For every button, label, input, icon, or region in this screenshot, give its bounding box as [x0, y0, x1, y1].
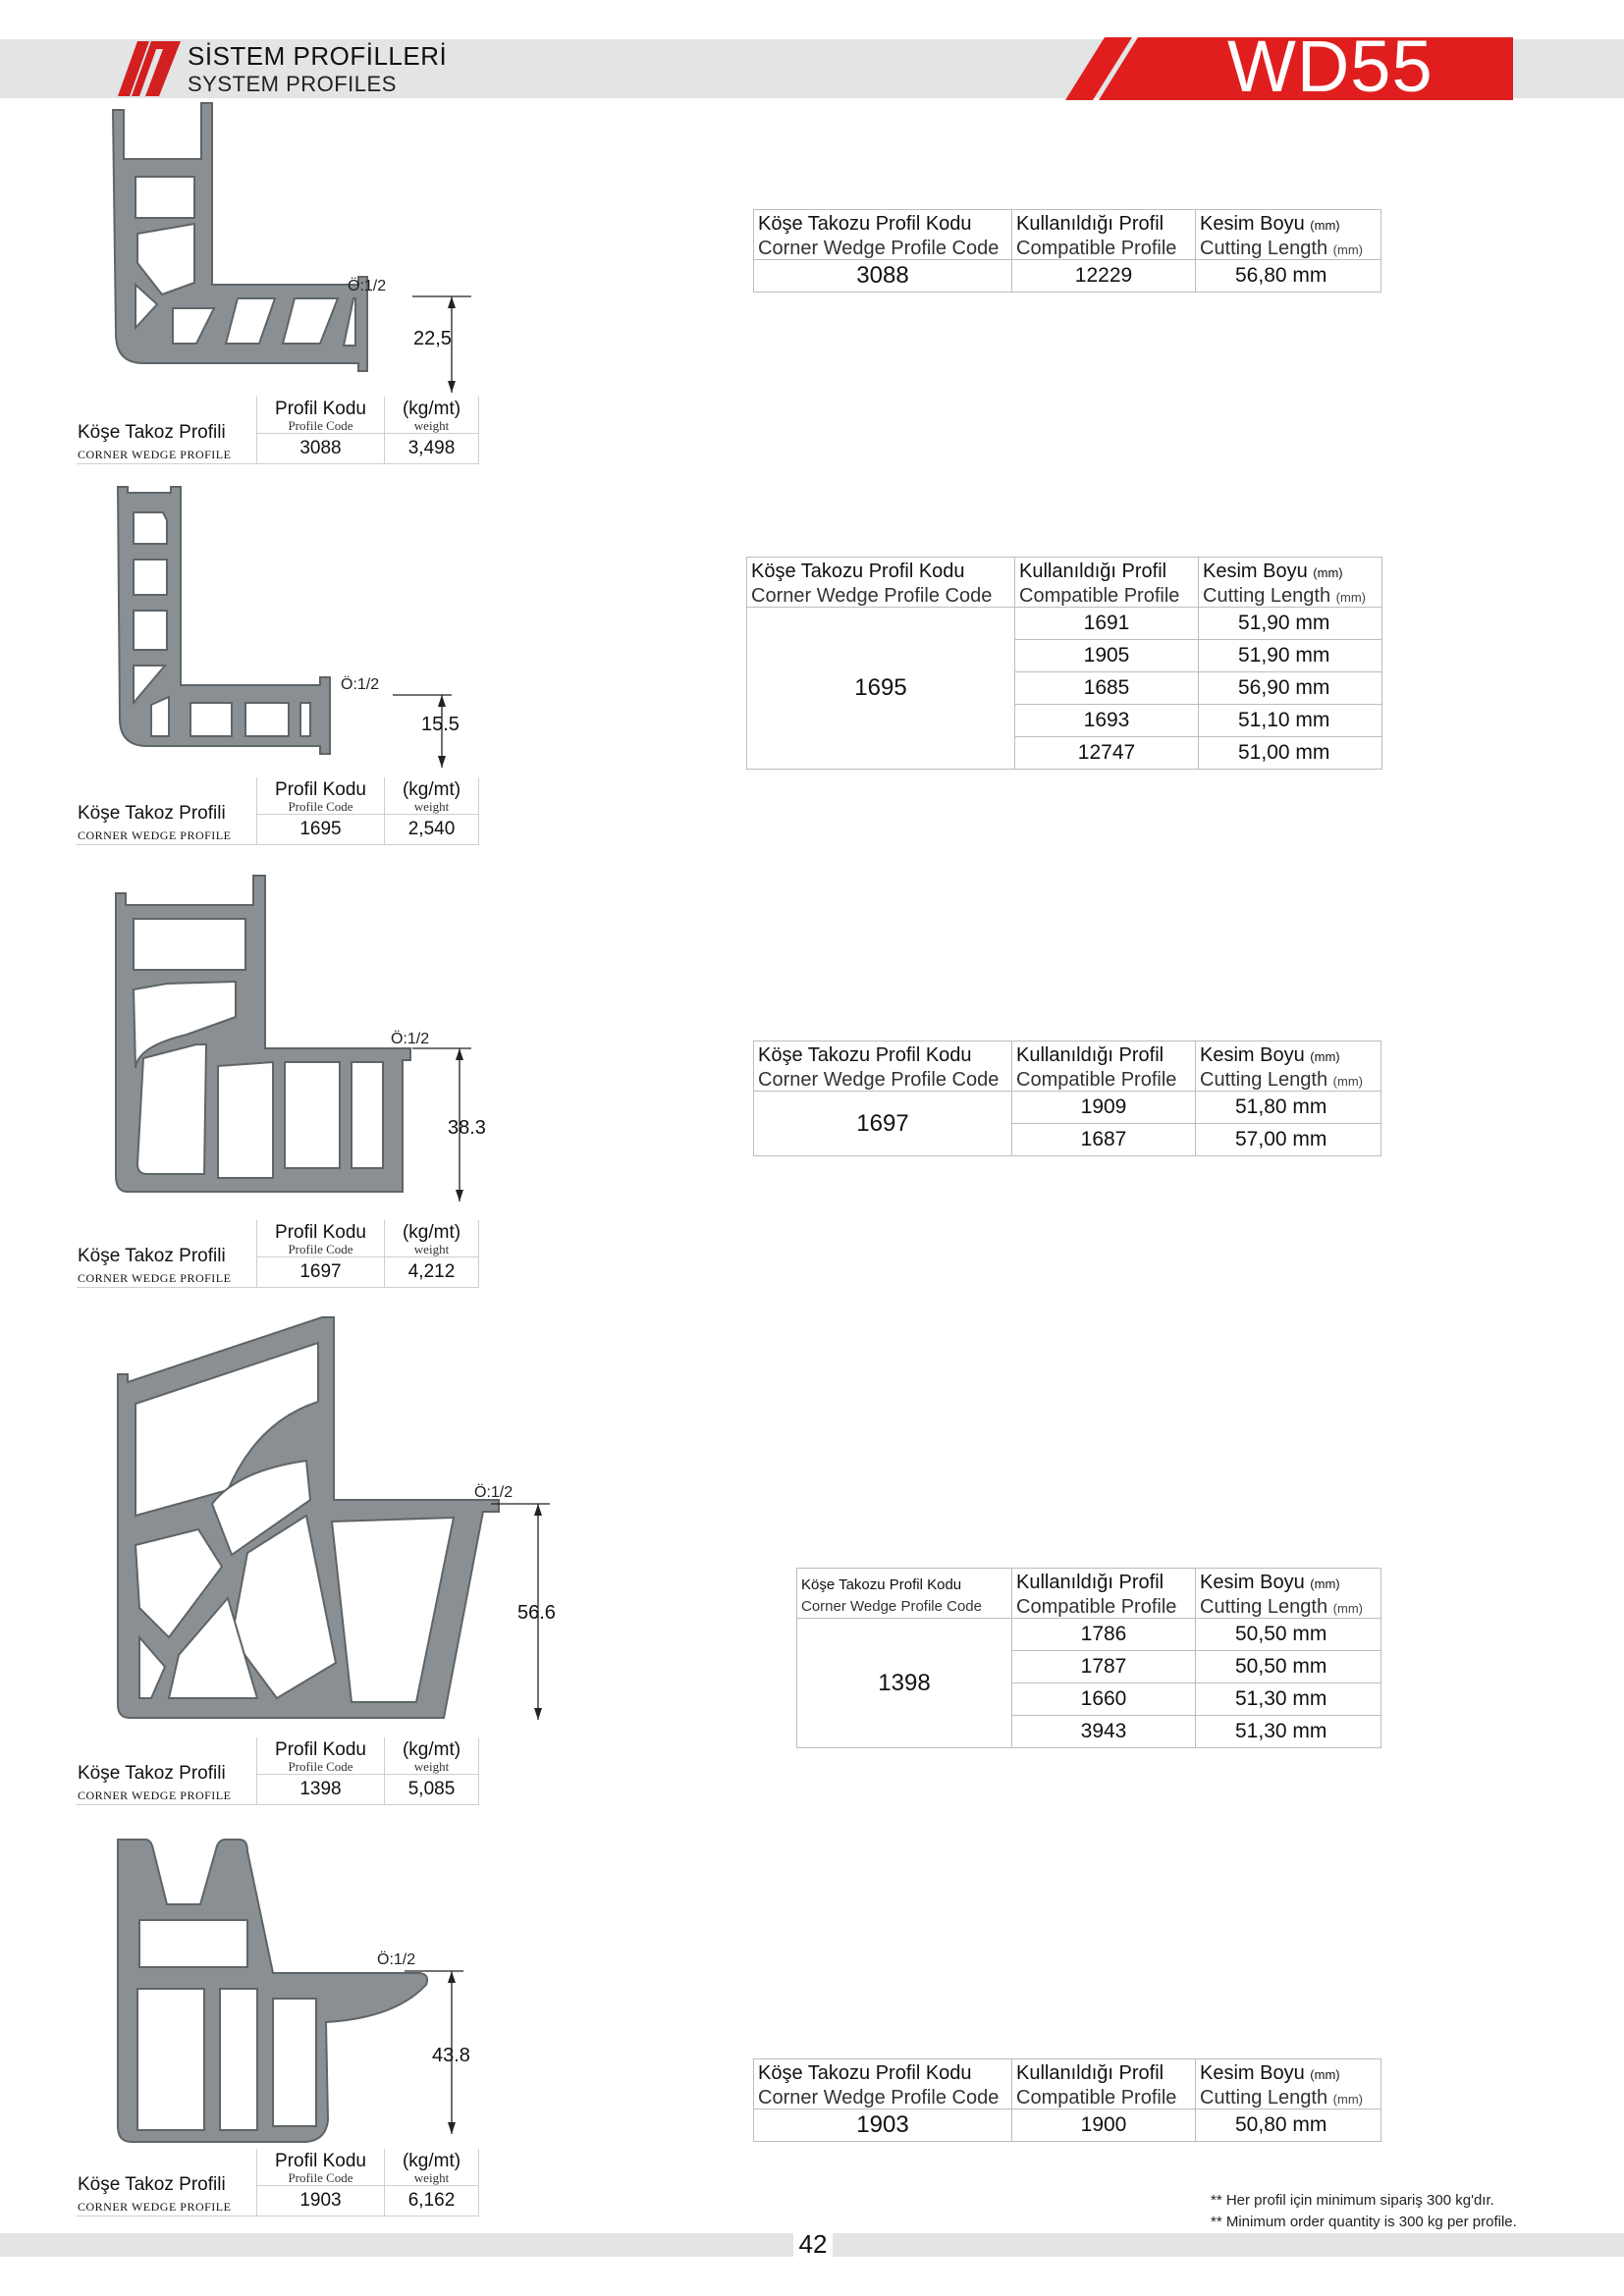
cut-length: 51,80 mm	[1196, 1092, 1381, 1124]
th-unit: (mm)	[1310, 218, 1340, 233]
th-compat-en: Compatible Profile	[1016, 1069, 1177, 1091]
wedge-code: 1903	[754, 2109, 1012, 2142]
th-unit: (mm)	[1310, 1049, 1340, 1064]
profile-1398-drawing	[110, 1313, 513, 1726]
compat-table-1903	[753, 2058, 1381, 2142]
profile-code: 1903	[257, 2186, 385, 2216]
code-header: Profil Kodu	[275, 1222, 366, 1243]
th-code-tr: Köşe Takozu Profil Kodu	[758, 213, 972, 235]
code-header-en: Profile Code	[288, 1242, 353, 1256]
profile-1695-drawing	[108, 479, 403, 764]
code-header-en: Profile Code	[288, 2170, 353, 2185]
spec-label-tr: Köşe Takoz Profili	[78, 1246, 226, 1266]
cut-length: 51,90 mm	[1199, 640, 1382, 672]
th-unit-en: (mm)	[1332, 1074, 1363, 1089]
th-unit-en: (mm)	[1332, 1601, 1363, 1616]
th-cut-tr: Kesim Boyu	[1203, 561, 1308, 582]
cut-length: 50,80 mm	[1196, 2109, 1381, 2142]
spec-label-en: CORNER WEDGE PROFILE	[78, 1271, 232, 1285]
header-title-en: SYSTEM PROFILES	[188, 72, 397, 96]
cut-length: 57,00 mm	[1196, 1124, 1381, 1156]
compat-profile: 1693	[1015, 705, 1199, 737]
spec-label-en: CORNER WEDGE PROFILE	[78, 448, 232, 461]
code-header-en: Profile Code	[288, 799, 353, 814]
th-cut-tr: Kesim Boyu	[1200, 1044, 1305, 1066]
code-header: Profil Kodu	[275, 2151, 366, 2171]
weight-header-en: weight	[413, 799, 450, 814]
th-unit-en: (mm)	[1332, 2092, 1363, 2107]
footer-note-tr: ** Her profil için minimum sipariş 300 kg'dır.	[1211, 2192, 1494, 2209]
compat-table-1398	[796, 1568, 1381, 1748]
profile-code: 1697	[257, 1257, 385, 1288]
th-cut-en: Cutting Length	[1200, 1069, 1328, 1091]
code-header: Profil Kodu	[275, 399, 366, 419]
profile-weight: 6,162	[385, 2186, 479, 2216]
spec-label-en: CORNER WEDGE PROFILE	[78, 828, 232, 842]
spec-table-1697	[77, 1220, 479, 1288]
cut-length: 56,80 mm	[1196, 260, 1381, 293]
weight-header: (kg/mt)	[402, 1739, 461, 1760]
spec-table-3088	[77, 397, 479, 464]
weight-header: (kg/mt)	[402, 399, 461, 419]
compat-profile: 1786	[1012, 1619, 1196, 1651]
compat-profile: 1905	[1015, 640, 1199, 672]
cut-length: 51,10 mm	[1199, 705, 1382, 737]
scale-label: Ö:1/2	[377, 1951, 416, 1968]
spec-label-tr: Köşe Takoz Profili	[78, 1763, 226, 1784]
profile-weight: 4,212	[385, 1257, 479, 1288]
cut-length: 51,30 mm	[1196, 1683, 1381, 1716]
th-compat-en: Compatible Profile	[1016, 238, 1177, 259]
spec-table-1903	[77, 2149, 479, 2216]
cut-length: 50,50 mm	[1196, 1619, 1381, 1651]
th-cut-tr: Kesim Boyu	[1200, 1572, 1305, 1593]
spec-label-tr: Köşe Takoz Profili	[78, 803, 226, 824]
th-compat-tr: Kullanıldığı Profil	[1016, 213, 1164, 235]
wedge-code: 1398	[797, 1619, 1012, 1748]
code-header-en: Profile Code	[288, 418, 353, 433]
compat-profile: 1691	[1015, 608, 1199, 640]
compat-profile: 1660	[1012, 1683, 1196, 1716]
th-compat-tr: Kullanıldığı Profil	[1016, 1044, 1164, 1066]
cut-length: 51,90 mm	[1199, 608, 1382, 640]
profile-code: 1398	[257, 1775, 385, 1805]
scale-label: Ö:1/2	[474, 1484, 514, 1501]
profile-weight: 2,540	[385, 815, 479, 845]
compat-profile: 1900	[1012, 2109, 1196, 2142]
compat-table-3088	[753, 209, 1381, 293]
weight-header: (kg/mt)	[402, 1222, 461, 1243]
cut-length: 50,50 mm	[1196, 1651, 1381, 1683]
th-cut-en: Cutting Length	[1200, 1596, 1328, 1618]
th-code-en: Corner Wedge Profile Code	[758, 238, 1000, 259]
compat-profile: 12229	[1012, 260, 1196, 293]
th-code-en: Corner Wedge Profile Code	[758, 2087, 1000, 2109]
profile-weight: 3,498	[385, 434, 479, 464]
th-cut-en: Cutting Length	[1200, 2087, 1328, 2109]
th-compat-en: Compatible Profile	[1016, 1596, 1177, 1618]
apa-logo-icon	[110, 35, 185, 98]
th-code-en: Corner Wedge Profile Code	[801, 1598, 982, 1615]
compat-profile: 1787	[1012, 1651, 1196, 1683]
compat-profile: 12747	[1015, 737, 1199, 770]
th-code-tr: Köşe Takozu Profil Kodu	[801, 1576, 962, 1593]
series-title: WD55	[1227, 26, 1434, 107]
dimension-label: 22,5	[413, 328, 452, 349]
scale-label: Ö:1/2	[391, 1031, 430, 1047]
scale-label: Ö:1/2	[341, 676, 380, 693]
dimension-label: 43.8	[432, 2045, 470, 2066]
th-code-tr: Köşe Takozu Profil Kodu	[758, 1044, 972, 1066]
th-cut-en: Cutting Length	[1203, 585, 1331, 607]
compat-table-1695	[746, 557, 1382, 770]
dimension-label: 15.5	[421, 714, 460, 735]
code-header: Profil Kodu	[275, 779, 366, 800]
compat-profile: 1685	[1015, 672, 1199, 705]
code-header: Profil Kodu	[275, 1739, 366, 1760]
spec-label-en: CORNER WEDGE PROFILE	[78, 1789, 232, 1802]
dimension-label: 38.3	[448, 1117, 486, 1139]
th-unit-en: (mm)	[1335, 590, 1366, 605]
header-title-tr: SİSTEM PROFİLLERİ	[188, 41, 448, 71]
th-cut-en: Cutting Length	[1200, 238, 1328, 259]
th-code-tr: Köşe Takozu Profil Kodu	[758, 2062, 972, 2084]
profile-1903-drawing	[110, 1826, 444, 2150]
th-compat-en: Compatible Profile	[1016, 2087, 1177, 2109]
compat-table-1697	[753, 1041, 1381, 1156]
spec-table-1398	[77, 1737, 479, 1805]
wedge-code: 1695	[747, 608, 1015, 770]
footer-note-en: ** Minimum order quantity is 300 kg per profile.	[1211, 2214, 1517, 2230]
th-compat-en: Compatible Profile	[1019, 585, 1180, 607]
profile-code: 3088	[257, 434, 385, 464]
spec-label-tr: Köşe Takoz Profili	[78, 2174, 226, 2195]
th-cut-tr: Kesim Boyu	[1200, 2062, 1305, 2084]
weight-header-en: weight	[413, 418, 450, 433]
compat-profile: 1687	[1012, 1124, 1196, 1156]
cut-length: 51,00 mm	[1199, 737, 1382, 770]
spec-table-1695	[77, 777, 479, 845]
profile-weight: 5,085	[385, 1775, 479, 1805]
cut-length: 56,90 mm	[1199, 672, 1382, 705]
page-number: 42	[793, 2228, 833, 2260]
weight-header-en: weight	[413, 1759, 450, 1774]
th-code-tr: Köşe Takozu Profil Kodu	[751, 561, 965, 582]
dimension-label: 56.6	[517, 1602, 556, 1624]
wedge-code: 1697	[754, 1092, 1012, 1156]
spec-label-en: CORNER WEDGE PROFILE	[78, 2200, 232, 2214]
th-code-en: Corner Wedge Profile Code	[751, 585, 993, 607]
th-compat-tr: Kullanıldığı Profil	[1016, 1572, 1164, 1593]
profile-code: 1695	[257, 815, 385, 845]
th-unit: (mm)	[1313, 565, 1343, 580]
th-unit: (mm)	[1310, 1576, 1340, 1591]
spec-label-tr: Köşe Takoz Profili	[78, 422, 226, 443]
scale-label: Ö:1/2	[348, 278, 387, 294]
th-code-en: Corner Wedge Profile Code	[758, 1069, 1000, 1091]
weight-header: (kg/mt)	[402, 779, 461, 800]
th-compat-tr: Kullanıldığı Profil	[1016, 2062, 1164, 2084]
cut-length: 51,30 mm	[1196, 1716, 1381, 1748]
weight-header-en: weight	[413, 1242, 450, 1256]
th-unit-en: (mm)	[1332, 242, 1363, 257]
code-header-en: Profile Code	[288, 1759, 353, 1774]
weight-header-en: weight	[413, 2170, 450, 2185]
weight-header: (kg/mt)	[402, 2151, 461, 2171]
th-cut-tr: Kesim Boyu	[1200, 213, 1305, 235]
compat-profile: 1909	[1012, 1092, 1196, 1124]
wedge-code: 3088	[754, 260, 1012, 293]
th-compat-tr: Kullanıldığı Profil	[1019, 561, 1167, 582]
compat-profile: 3943	[1012, 1716, 1196, 1748]
th-unit: (mm)	[1310, 2067, 1340, 2082]
